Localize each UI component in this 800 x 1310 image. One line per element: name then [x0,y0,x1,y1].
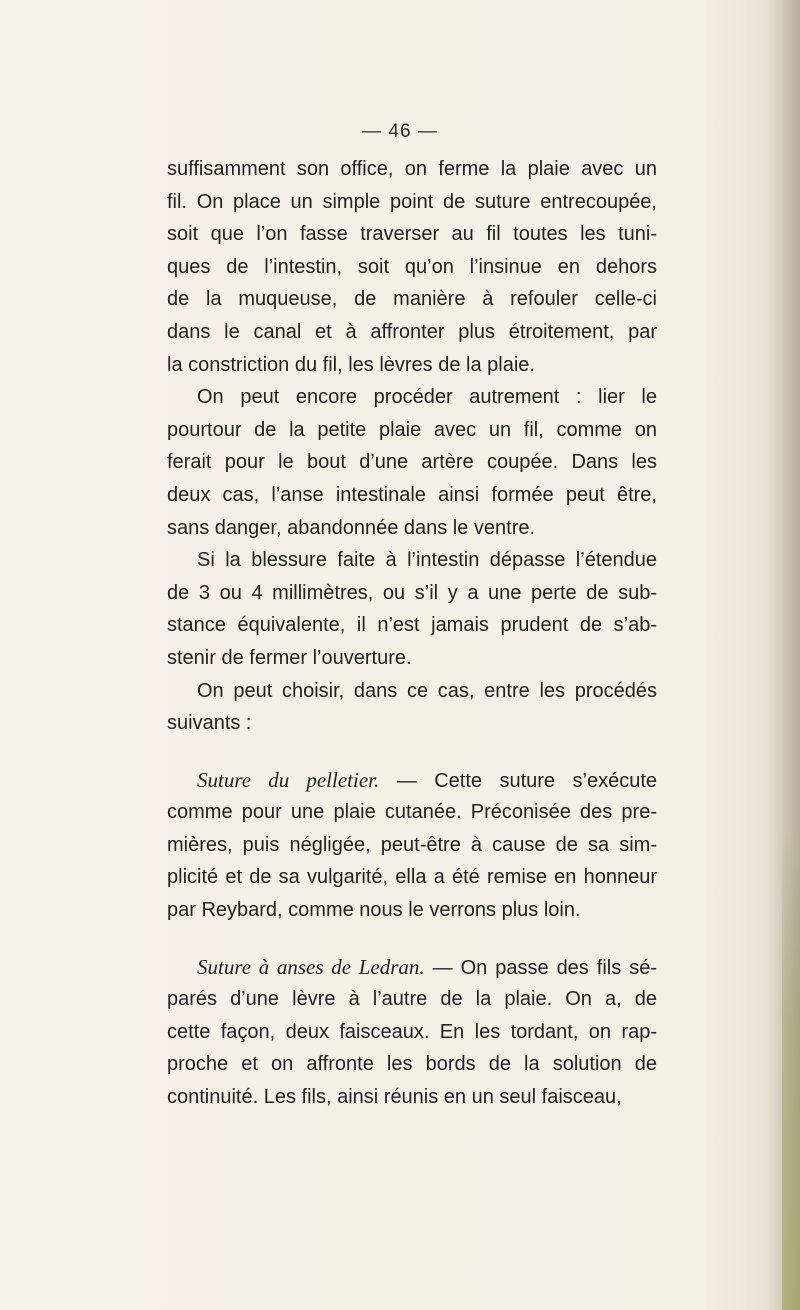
paragraph [167,951,657,1114]
text-line: comme pour une plaie cutanée. Préconisée des pre- [167,801,657,824]
text-run: — Cette suture s’exécute [379,769,657,792]
text-line: suivants : [167,712,252,735]
section-heading: Suture à anses de Ledran. [197,954,425,979]
text-line: soit que l’on fasse traverser au fil toutes les tuni- [167,223,657,246]
text-line: fil. On place un simple point de suture entrecoupée, [167,190,657,213]
paragraph [167,381,657,544]
text-line: par Reybard, comme nous le verrons plus loin. [167,899,581,922]
text-line: proche et on affronte les bords de la solution de [167,1053,657,1076]
text-line: stance équivalente, il n’est jamais prudent de s’ab- [167,614,657,637]
paragraph [167,764,657,927]
paragraph [167,675,657,740]
text-line: la constriction du fil, les lèvres de la plaie. [167,353,535,376]
text-line: ques de l’intestin, soit qu’on l’insinue en dehors [167,255,657,278]
text-line: deux cas, l’anse intestinale ainsi formée peut être, [167,483,657,506]
text-line [167,764,657,797]
text-line: ferait pour le bout d’une artère coupée. Dans les [167,451,657,474]
text-line: dans le canal et à affronter plus étroitement, par [167,320,657,343]
paragraph [167,544,657,674]
text-line: cette façon, deux faisceaux. En les tordant, on rap- [167,1020,657,1043]
text-line: suffisamment son office, on ferme la plaie avec un [167,158,657,180]
text-line: continuité. Les fils, ainsi réunis en un seul faisceau, [167,1086,622,1109]
section-heading: Suture du pelletier. [197,767,380,792]
text-run: — On passe des fils sé- [424,956,657,979]
paragraph [167,153,657,381]
text-line: de 3 ou 4 millimètres, ou s’il y a une perte de sub- [167,581,657,604]
text-line [167,951,657,984]
page-number: — 46 — [362,121,438,142]
text-line: On peut encore procéder autrement : lier le [197,386,657,409]
page-edge-stain [782,820,800,1310]
text-line: de la muqueuse, de manière à refouler celle-ci [167,288,657,311]
text-line: stenir de fermer l’ouverture. [167,646,412,669]
section-gap [167,927,657,951]
section-gap [167,740,657,764]
text-line: pourtour de la petite plaie avec un fil, comme on [167,418,657,441]
text-line: sans danger, abandonnée dans le ventre. [167,516,536,539]
text-line: mières, puis négligée, peut-être à cause de sa sim- [167,833,657,856]
text-line: plicité et de sa vulgarité, ella a été remise en honneur [167,866,657,889]
text-line: On peut choisir, dans ce cas, entre les procédés [197,679,657,702]
text-line: parés d’une lèvre à l’autre de la plaie. On a, de [167,988,657,1011]
body-text [167,153,657,1114]
text-line: Si la blessure faite à l’intestin dépasse l’étendue [197,549,657,572]
